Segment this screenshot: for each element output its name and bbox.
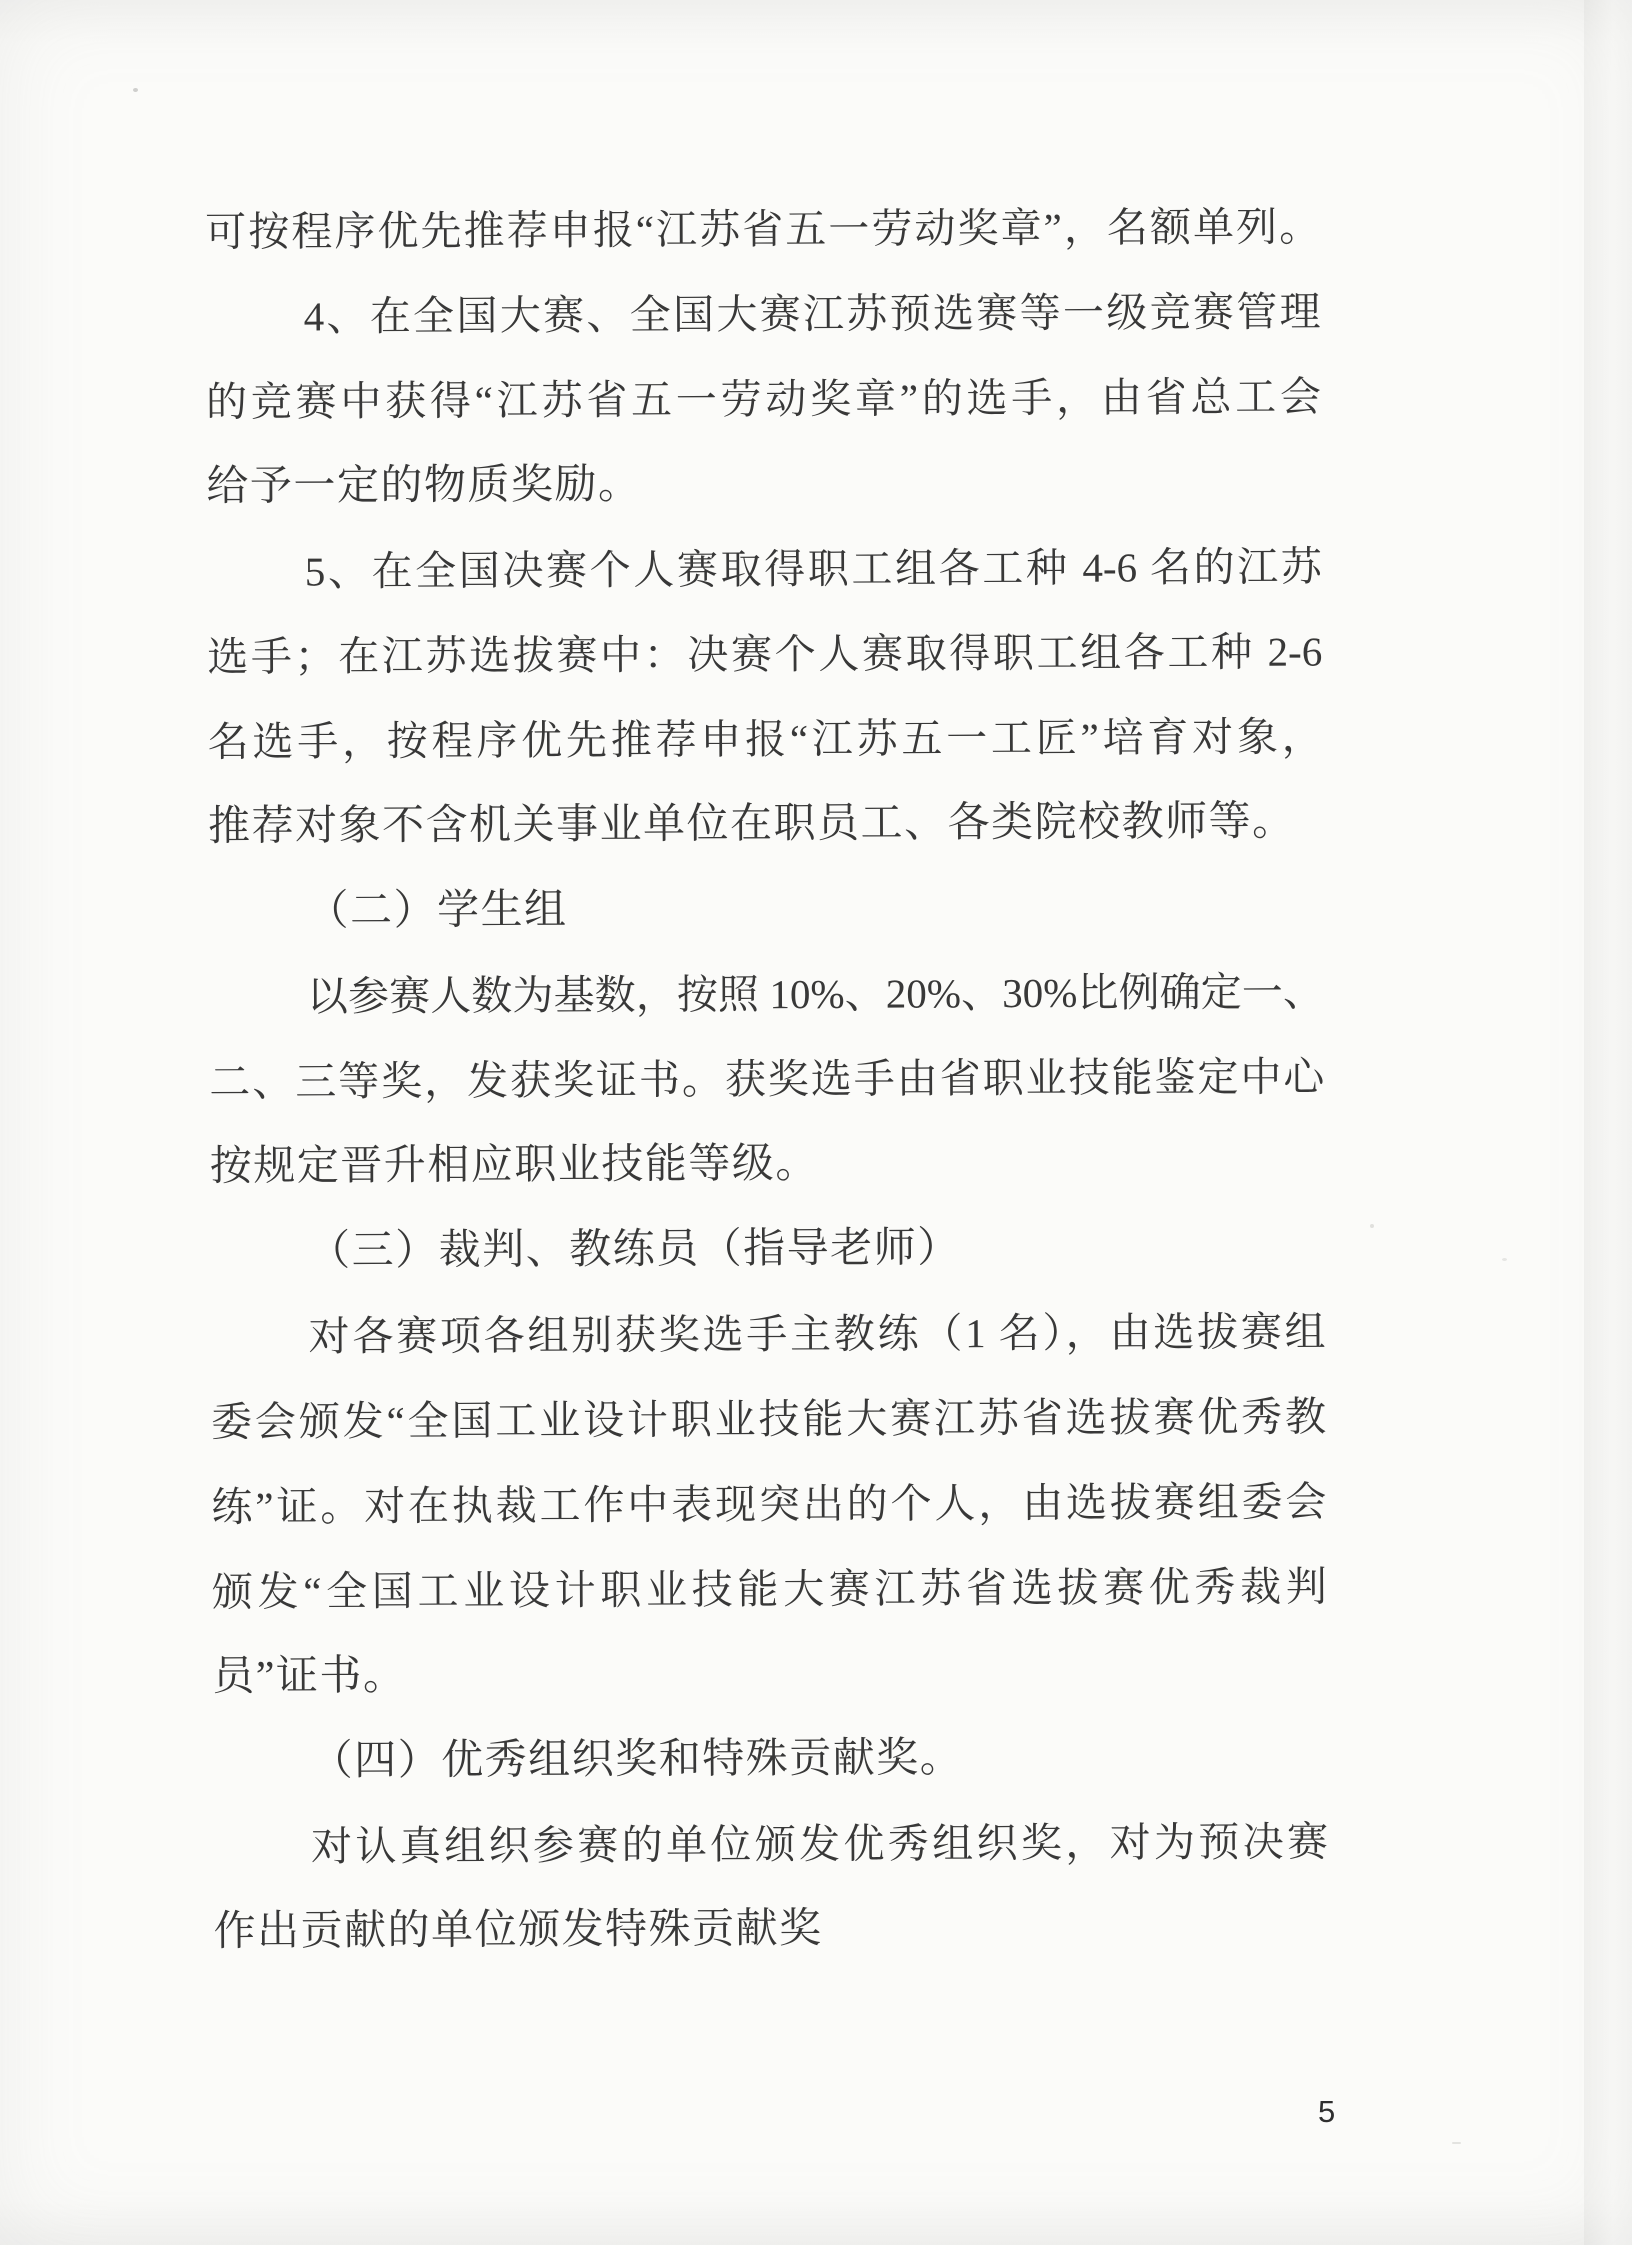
text-line: 选手；在江苏选拔赛中：决赛个人赛取得职工组各工种 2-6 (207, 628, 1323, 680)
text-line: 作出贡献的单位颁发特殊贡献奖 (213, 1906, 823, 1955)
text-line: （三）裁判、教练员（指导老师） (308, 1225, 961, 1275)
scan-speck (1452, 2142, 1461, 2144)
text-line: 对认真组织参赛的单位颁发优秀组织奖，对为预决赛 (310, 1818, 1329, 1870)
text-line: 的竞赛中获得“江苏省五一劳动奖章”的选手，由省总工会 (205, 373, 1322, 425)
text-line: 按规定晋升相应职业技能等级。 (209, 1141, 819, 1190)
text-line: （四）优秀组织奖和特殊贡献奖。 (310, 1735, 964, 1785)
text-line: 可按程序优先推荐申报“江苏省五一劳动奖章”，名额单列。 (205, 203, 1321, 255)
text-line: 名选手，按程序优先推荐申报“江苏五一工匠”培育对象， (207, 713, 1323, 765)
text-line: 以参赛人数为基数，按照 10%、20%、30%比例确定一、 (306, 968, 1325, 1020)
scan-speck (133, 88, 138, 92)
scan-edge-shadow (1584, 0, 1632, 2245)
document-body (205, 185, 1329, 1975)
scan-speck (1502, 1258, 1507, 1261)
page-number: 5 (1318, 2094, 1336, 2129)
text-line: 5、在全国决赛个人赛取得职工组各工种 4-6 名的江苏 (304, 543, 1322, 595)
text-line: 委会颁发“全国工业设计职业技能大赛江苏省选拔赛优秀教 (210, 1393, 1327, 1445)
text-line: 员”证书。 (212, 1653, 407, 1700)
text-line: 对各赛项各组别获奖选手主教练（1 名），由选拔赛组 (308, 1308, 1326, 1360)
text-line: 颁发“全国工业设计职业技能大赛江苏省选拔赛优秀裁判 (211, 1563, 1327, 1615)
text-line: 二、三等奖，发获奖证书。获奖选手由省职业技能鉴定中心 (209, 1053, 1325, 1105)
text-line: 推荐对象不含机关事业单位在职员工、各类院校教师等。 (208, 798, 1296, 850)
text-line: 给予一定的物质奖励。 (206, 461, 642, 510)
scan-speck (1370, 1224, 1374, 1228)
text-line: 练”证。对在执裁工作中表现突出的个人，由选拔赛组委会 (211, 1478, 1327, 1530)
text-line: （二）学生组 (306, 887, 568, 935)
text-line: 4、在全国大赛、全国大赛江苏预选赛等一级竞赛管理 (303, 288, 1321, 340)
